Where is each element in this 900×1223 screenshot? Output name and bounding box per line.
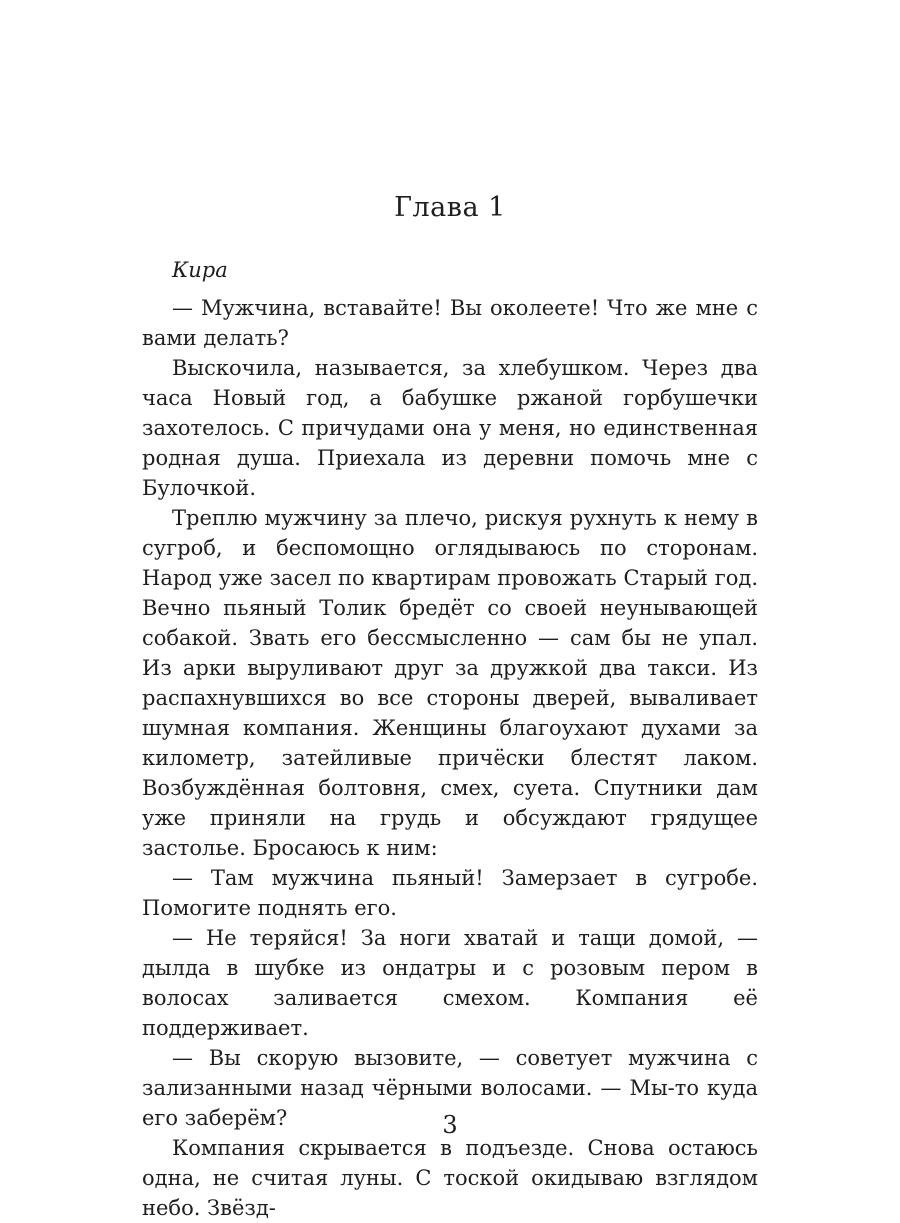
paragraph: — Мужчина, вставайте! Вы околеете! Что же мне с вами делать? xyxy=(142,296,758,350)
paragraph: Компания скрывается в подъезде. Снова остаюсь одна, не считая луны. С тоской окидываю взглядом небо. Звёзд- xyxy=(142,1136,758,1220)
page-number: 3 xyxy=(442,1111,458,1139)
paragraph: — Вы скорую вызовите, — советует мужчина с зализанными назад чёрными волосами. — Мы-то куда его заберём? xyxy=(142,1046,758,1130)
paragraph: — Не теряйся! За ноги хватай и тащи домой, — дылда в шубке из ондатры и с розовым пером в волосах заливается смехом. Компания её поддерживает. xyxy=(142,926,758,1040)
chapter-title: Глава 1 xyxy=(394,192,506,223)
body-text xyxy=(142,255,758,1223)
paragraph: — Там мужчина пьяный! Замерзает в сугробе. Помогите поднять его. xyxy=(142,866,758,920)
narrator-name: Кира xyxy=(172,258,228,282)
paragraph: Выскочила, называется, за хлебушком. Через два часа Новый год, а бабушке ржаной горбушечки захотелось. С причудами она у меня, но единственная родная душа. Приехала из деревни помочь мне с Булочкой. xyxy=(142,356,758,500)
paragraph: Треплю мужчину за плечо, рискуя рухнуть к нему в сугроб, и беспомощно оглядываюсь по сторонам. Народ уже засел по квартирам провожать Старый год. Вечно пьяный Толик бредёт со своей неунывающей собакой. Звать его бессмысленно — сам бы не упал. Из арки выруливают друг за дружкой два такси. Из распахнувшихся во все стороны дверей, вываливает шумная компания. Женщины благоухают духами за километр, затейливые причёски блестят лаком. Возбуждённая болтовня, смех, суета. Спутники дам уже приняли на грудь и обсуждают грядущее застолье. Бросаюсь к ним: xyxy=(142,506,758,860)
